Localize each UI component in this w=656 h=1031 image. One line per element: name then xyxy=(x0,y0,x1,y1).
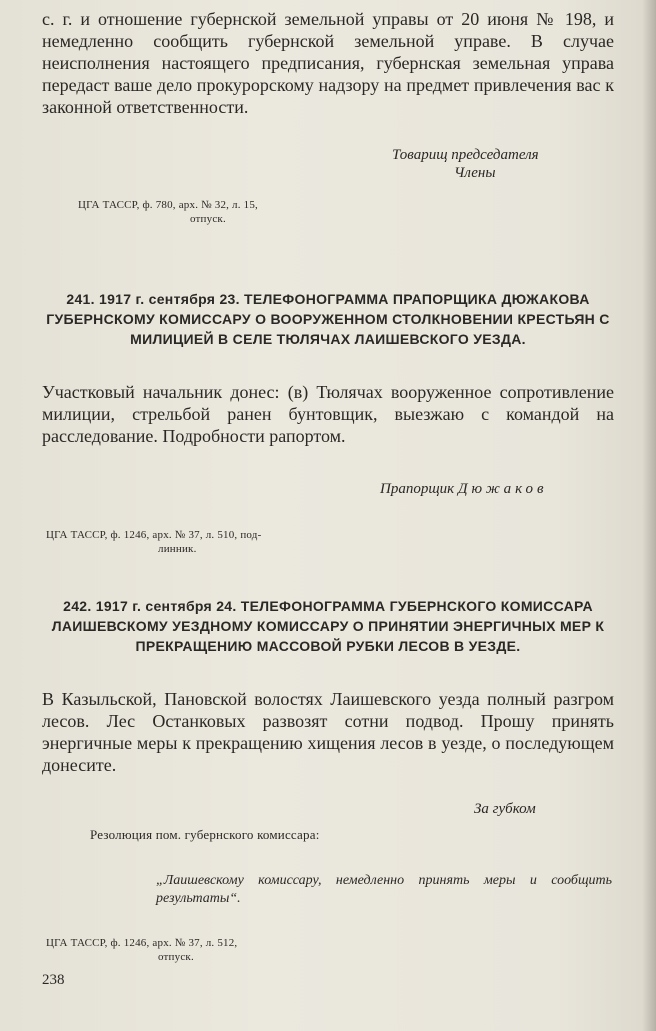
resolution-label: Резолюция пом. губернского комиссара: xyxy=(90,827,320,842)
archive-reference-242-line1: ЦГА ТАССР, ф. 1246, арх. № 37, л. 512, xyxy=(46,937,238,949)
document-242-body: В Казыльской, Пановской волостях Лаишевского уезда полный разгром лесов. Лес Останковых развозят сотни подвод. Прошу принять энергичные меры к прекращению хищения лесов в уезде, о последующем донесите. xyxy=(42,689,614,775)
page-edge-shadow xyxy=(642,0,656,1031)
document-241-signature xyxy=(380,480,548,498)
archive-reference-241 xyxy=(46,528,261,556)
archive-reference-241-line1: ЦГА ТАССР, ф. 1246, арх. № 37, л. 510, под- xyxy=(46,529,262,541)
archive-reference-1-line2: отпуск. xyxy=(190,213,226,225)
resolution-text: „Лаишевскому комиссару, немедленно принять меры и сообщить результаты“. xyxy=(156,873,612,906)
archive-reference-242-line2: отпуск. xyxy=(158,951,194,963)
archive-reference-241-line2: линник. xyxy=(158,543,197,555)
signature-rank: Прапорщик xyxy=(380,481,455,497)
signature-members: Члены xyxy=(454,165,496,181)
intro-paragraph: с. г. и отношение губернской земельной управы от 20 июня № 198, и немедленно сообщить губернской земельной управе. В случае неисполнения настоящего предписания, губернская земельная управа передаст ваше дело прокурорскому надзору на предмет привлечения вас к законной ответственности. xyxy=(42,9,614,117)
archive-reference-1-line1: ЦГА ТАССР, ф. 780, арх. № 32, л. 15, xyxy=(78,199,258,211)
signature-vice-chairman: Товарищ председателя xyxy=(392,147,539,163)
document-242-heading: 242. 1917 г. сентября 24. ТЕЛЕФОНОГРАММА ГУБЕРНСКОГО КОМИССАРА ЛАИШЕВСКОМУ УЕЗДНОМУ КОМИССАРУ О ПРИНЯТИИ ЭНЕРГИЧНЫХ МЕР К ПРЕКРАЩЕНИЮ МАССОВОЙ РУБКИ ЛЕСОВ В УЕЗДЕ. xyxy=(51,598,605,654)
document-242-signature: За губком xyxy=(474,801,536,817)
document-241-body: Участковый начальник донес: (в) Тюлячах вооруженное сопротивление милиции, стрельбой ранен бунтовщик, выезжаю с командой на расследование. Подробности рапортом. xyxy=(42,382,614,446)
document-241-heading: 241. 1917 г. сентября 23. ТЕЛЕФОНОГРАММА ПРАПОРЩИКА ДЮЖАКОВА ГУБЕРНСКОМУ КОМИССАРУ О ВООРУЖЕННОМ СТОЛКНОВЕНИИ КРЕСТЬЯН С МИЛИЦИЕЙ В СЕЛЕ ТЮЛЯЧАХ ЛАИШЕВСКОГО УЕЗДА. xyxy=(46,291,610,347)
archive-reference-1 xyxy=(78,198,258,226)
archive-reference-242 xyxy=(46,936,237,964)
page-number: 238 xyxy=(42,972,65,988)
signature-name: Дюжаков xyxy=(457,481,548,497)
